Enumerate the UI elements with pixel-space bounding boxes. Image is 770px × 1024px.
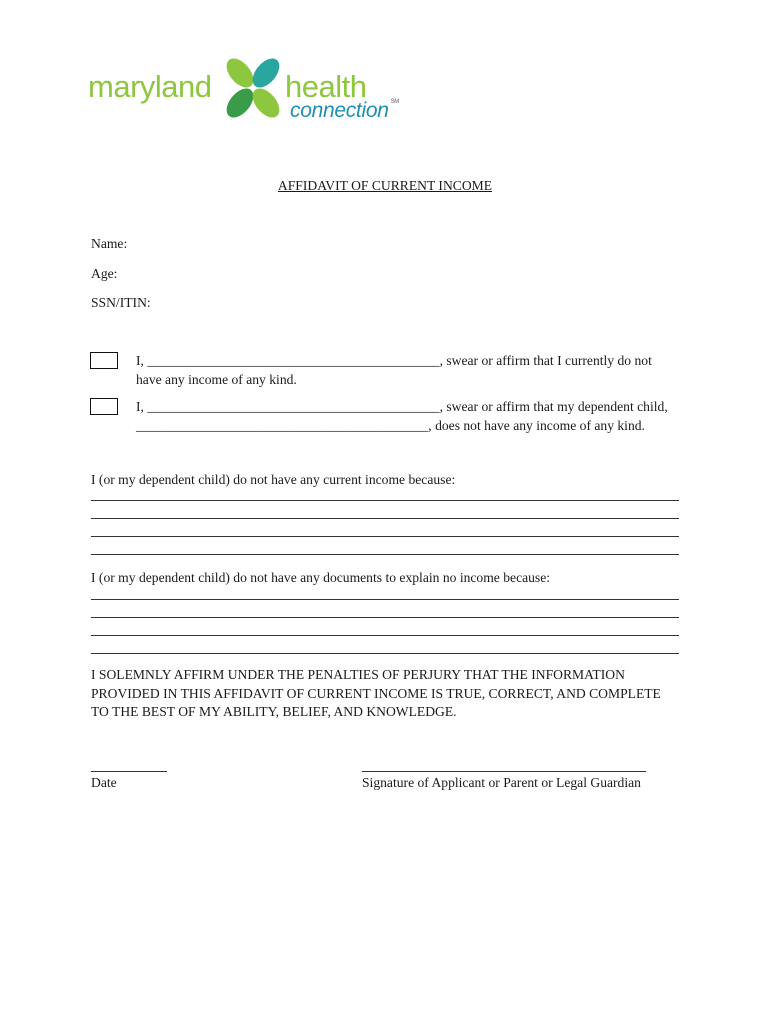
signature-line[interactable] [362, 771, 646, 772]
trademark-mark: SM [390, 99, 399, 105]
documents-reason-line[interactable] [91, 617, 679, 618]
date-label: Date [91, 775, 117, 790]
reason-line[interactable] [91, 500, 679, 501]
document-title: AFFIDAVIT OF CURRENT INCOME [277, 178, 493, 193]
no-documents-reason-prompt: I (or my dependent child) do not have any documents to explain no income because: [91, 570, 551, 585]
logo-word-health: health [285, 69, 367, 104]
no-income-self-checkbox[interactable] [90, 352, 118, 369]
signature-label: Signature of Applicant or Parent or Legal Guardian [362, 775, 641, 790]
no-income-self-statement: I, ___________________________________________, swear or affirm that I currently do not have any income of any kind. [136, 353, 652, 387]
no-income-reason-prompt: I (or my dependent child) do not have any current income because: [91, 472, 456, 487]
no-income-dependent-statement: I, ___________________________________________, swear or affirm that my dependent child, ___________________________________________, does not have any income of any kind. [136, 399, 668, 433]
age-label: Age: [91, 266, 118, 281]
logo-word-maryland: maryland [88, 69, 212, 104]
no-income-dependent-checkbox[interactable] [90, 398, 118, 415]
logo-word-connection: connection ℠ [290, 99, 399, 122]
reason-line[interactable] [91, 536, 679, 537]
documents-reason-line[interactable] [91, 653, 679, 654]
logo-flower-icon [220, 55, 286, 121]
perjury-affirmation: I SOLEMNLY AFFIRM UNDER THE PENALTIES OF PERJURY THAT THE INFORMATION PROVIDED IN THIS AFFIDAVIT OF CURRENT INCOME IS TRUE, CORRECT, AND COMPLETE TO THE BEST OF MY ABILITY, BELIEF, AND KNOWLEDGE. [91, 667, 661, 719]
date-line[interactable] [91, 771, 167, 772]
documents-reason-line[interactable] [91, 599, 679, 600]
maryland-health-connection-logo [88, 55, 428, 127]
reason-line[interactable] [91, 554, 679, 555]
name-label: Name: [91, 236, 128, 251]
ssn-itin-label: SSN/ITIN: [91, 295, 151, 310]
reason-line[interactable] [91, 518, 679, 519]
documents-reason-line[interactable] [91, 635, 679, 636]
